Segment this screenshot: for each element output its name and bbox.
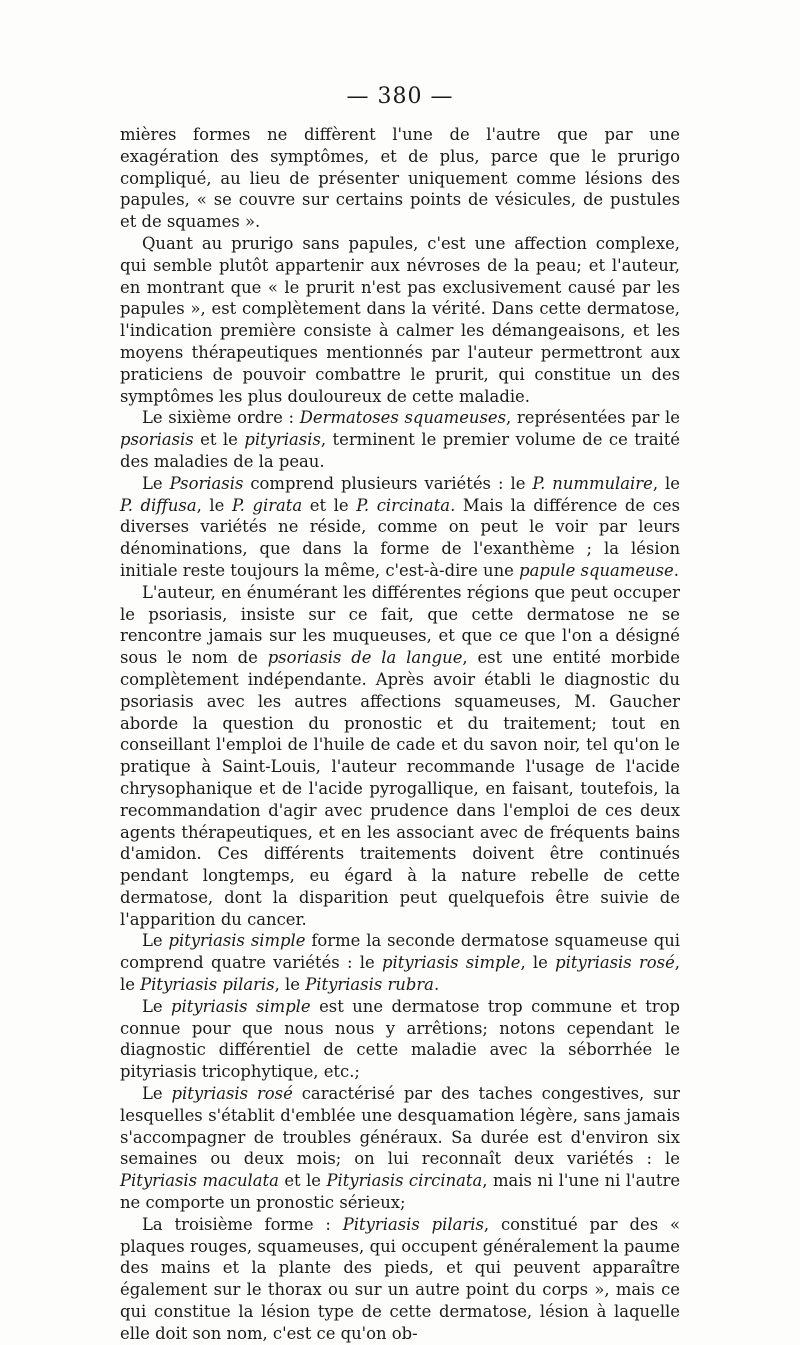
paragraph-8: Le pityriasis rosé caractérisé par des taches congestives, sur lesquelles s'établit d'emblée une desquamation légère, sans jamais s'accompagner de troubles généraux. Sa durée est d'environ six semaines ou deux mois; on lui reconnaît deux variétés : le Pityriasis maculata et le Pityriasis circinata, mais ni l'une ni l'autre ne comporte un pronostic sérieux;	[120, 1084, 681, 1213]
paragraph-1: mières formes ne diffèrent l'une de l'autre que par une exagération des symptômes, et de plus, parce que le prurigo compliqué, au lieu de présenter uniquement comme lésions des papules, « se couvre sur certains points de vésicules, de pustules et de squames ».	[120, 125, 680, 232]
paragraph-9: La troisième forme : Pityriasis pilaris, constitué par des « plaques rouges, squameuses, qui occupent généralement la paume des mains et la plante des pieds, et qui peuvent apparaître également sur le thorax ou sur un autre point du corps », mais ce qui constitue la lésion type de cette dermatose, lésion à laquelle elle doit son nom, c'est ce qu'on ob-	[120, 1214, 681, 1343]
body-text	[120, 124, 680, 1345]
paragraph-5: L'auteur, en énumérant les différentes régions que peut occuper le psoriasis, insiste sur ce fait, que cette dermatose ne se rencontre jamais sur les muqueuses, et que ce que l'on a désigné sous le nom de psoriasis de la langue, est une entité morbide complètement indépendante. Après avoir établi le diagnostic du psoriasis avec les autres affections squameuses, M. Gaucher aborde la question du pronostic et du traitement; tout en conseillant l'emploi de l'huile de cade et du savon noir, tel qu'on le pratique à Saint-Louis, l'auteur recommande l'usage de l'acide chrysophanique et de l'acide pyrogallique, en faisant, toutefois, la recommandation d'agir avec prudence dans l'emploi de ces deux agents thérapeutiques, et en les associant avec de fréquents bains d'amidon. Ces différents traitements doivent être continués pendant longtemps, eu égard à la nature rebelle de cette dermatose, dont la disparition peut quelquefois être suivie de l'apparition du cancer.	[120, 582, 680, 929]
page-number: — 380 —	[346, 84, 454, 109]
paragraph-3: Le sixième ordre : Dermatoses squameuses, représentées par le psoriasis et le pityriasis, terminent le premier volume de ce traité des maladies de la peau.	[120, 408, 681, 471]
paragraph-4: Le Psoriasis comprend plusieurs variétés : le P. nummulaire, le P. diffusa, le P. girata et le P. circinata. Mais la différence de ces diverses variétés ne réside, comme on peut le voir par leurs dénominations, que dans la forme de l'exanthème ; la lésion initiale reste toujours la même, c'est-à-dire une papule squameuse.	[120, 473, 680, 580]
paragraph-6: Le pityriasis simple forme la seconde dermatose squameuse qui comprend quatre variétés : le pityriasis simple, le pityriasis rosé, le Pityriasis pilaris, le Pityriasis rubra.	[120, 931, 680, 995]
paragraph-7: Le pityriasis simple est une dermatose trop commune et trop connue pour que nous nous y arrêtions; notons cependant le diagnostic différentiel de cette maladie avec la séborrhée le pityriasis tricophytique, etc.;	[120, 996, 680, 1082]
paragraph-2: Quant au prurigo sans papules, c'est une affection complexe, qui semble plutôt appartenir aux névroses de la peau; et l'auteur, en montrant que « le prurit n'est pas exclusivement causé par les papules », est complètement dans la vérité. Dans cette dermatose, l'indication première consiste à calmer les démangeaisons, et les moyens thérapeutiques mentionnés par l'auteur permettront aux praticiens de pouvoir combattre le prurit, qui constitue un des symptômes les plus douloureux de cette maladie.	[120, 233, 680, 406]
